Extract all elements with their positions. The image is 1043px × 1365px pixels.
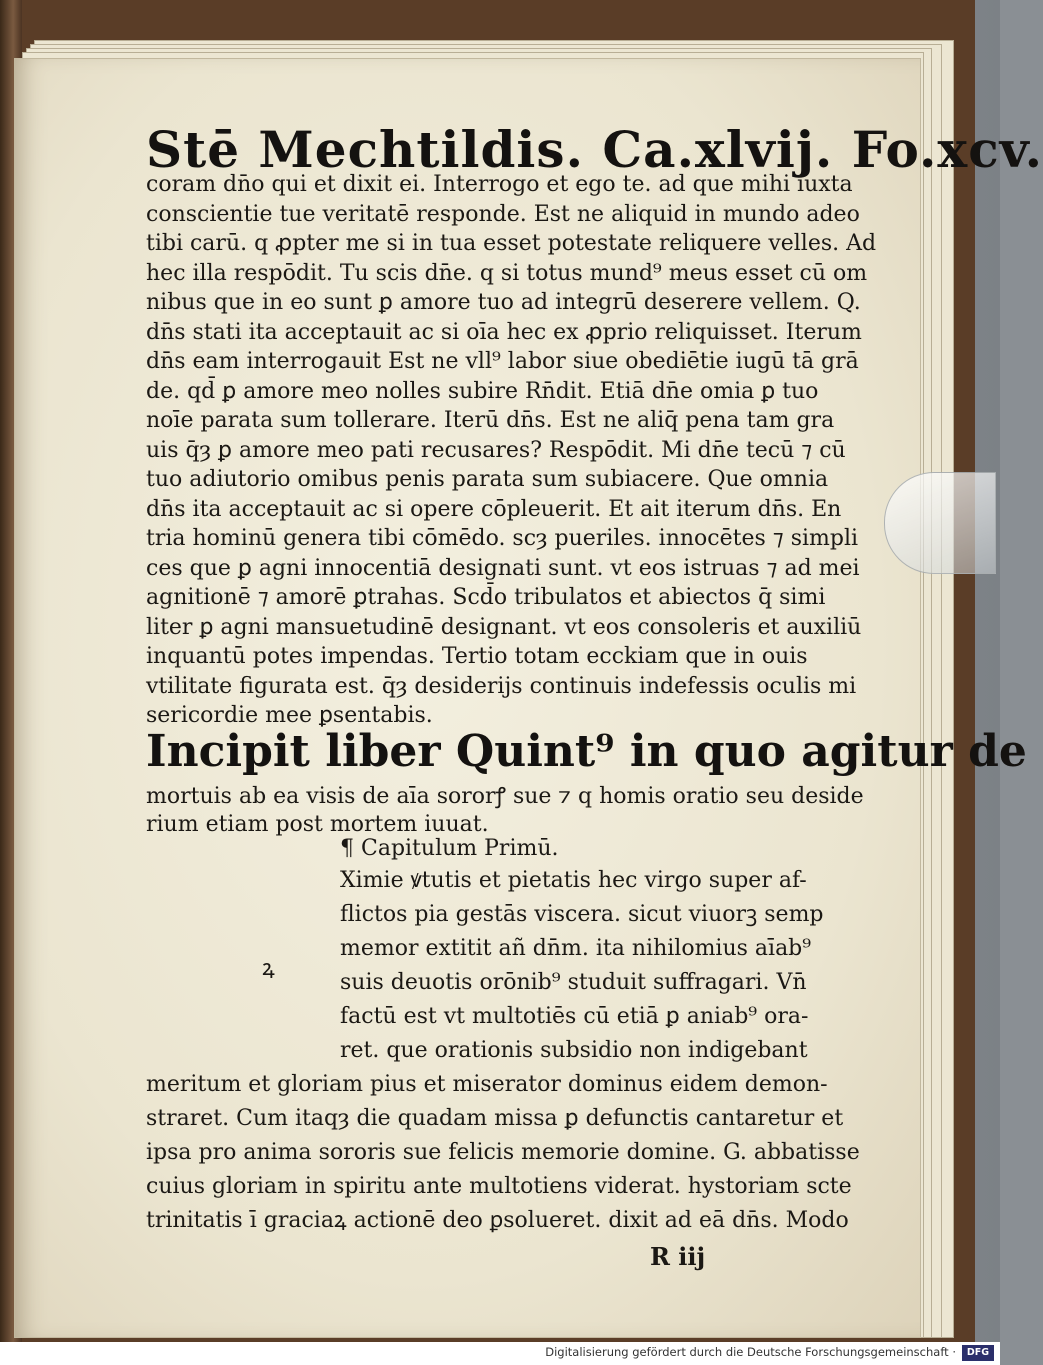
incipit-heading: Incipit liber Quint⁹ in quo agitur de: [146, 726, 1027, 777]
chapter-line: memor extitit añ dn̄m. ita nihilomius aīab⁹: [340, 936, 812, 961]
text-line: liter ꝑ agni mansuetudinē designant. vt eos consoleris et auxiliū: [146, 614, 862, 640]
text-line: nibus que in eo sunt ꝑ amore tuo ad integrū deserere vellem. Q.: [146, 290, 861, 315]
chapter-line: suis deuotis orōnib⁹ studuit suffragari. Vn̄: [340, 970, 807, 995]
text-line: dn̄s stati ita acceptauit ac si oīa hec ex ꝓprio reliquisset. Iterum: [146, 319, 862, 345]
chapter-line: Ximie ꝟtutis et pietatis hec virgo super af-: [340, 868, 807, 893]
text-line: vtilitate figurata est. q̄ȝ desiderijs continuis indefessis oculis mi: [146, 673, 857, 699]
chapter-line: factū est vt multotiēs cū etiā ꝑ aniab⁹ ora-: [340, 1004, 809, 1029]
incipit-line: mortuis ab ea visis de aīa sororꝭ sue ⁊ q homis oratio seu deside: [146, 784, 864, 809]
text-line: inquantū potes impendas. Tertio totam ecckiam que in ouis: [146, 644, 808, 669]
text-line: meritum et gloriam pius et miserator dominus eidem demon-: [146, 1072, 828, 1097]
text-line: uis q̄ȝ ꝑ amore meo pati recusares? Respōdit. Mi dn̄e tecū ⁊ cū: [146, 437, 846, 463]
funding-notice: Digitalisierung gefördert durch die Deutsche Forschungsgemeinschaft ·: [545, 1345, 956, 1359]
text-line: cuius gloriam in spiritu ante multotiens viderat. hystoriam scte: [146, 1174, 852, 1199]
page-clip: [884, 472, 996, 574]
text-line: tria hominū genera tibi cōmēdo. scȝ pueriles. innocētes ⁊ simpli: [146, 526, 859, 551]
text-line: noīe parata sum tollerare. Iterū dn̄s. Est ne aliq̄ pena tam gra: [146, 408, 835, 433]
chapter-line: ret. que orationis subsidio non indigebant: [340, 1038, 808, 1063]
text-line: ces que ꝑ agni innocentiā designati sunt. vt eos istruas ⁊ ad mei: [146, 555, 860, 581]
running-header: Stē Mechtildis. Ca.xlvij. Fo.xcv.: [146, 120, 1043, 179]
text-line: straret. Cum itaqȝ die quadam missa ꝑ defunctis cantaretur et: [146, 1106, 844, 1131]
chapter-line: flictos pia gestās viscera. sicut viuorꝫ semp: [340, 902, 824, 927]
text-line: sericordie mee ꝑsentabis.: [146, 703, 433, 728]
text-line: tibi carū. q ꝓpter me si in tua esset potestate reliquere velles. Ad: [146, 231, 877, 256]
text-line: agnitionē ⁊ amorē ꝑtrahas. Scd̄o tribulatos et abiectos q̄ simi: [146, 585, 826, 610]
incipit-line: rium etiam post mortem iuuat.: [146, 812, 489, 837]
text-line: dn̄s eam interrogauit Est ne vll⁹ labor siue obediētie iugū tā grā: [146, 349, 859, 374]
text-line: trinitatis ī graciaꝝ actionē deo ꝑsolueret. dixit ad eā dn̄s. Modo: [146, 1208, 849, 1233]
text-line: dn̄s ita acceptauit ac si opere cōpleuerit. Et ait iterum dn̄s. En: [146, 496, 842, 522]
text-line: coram dn̄o qui et dixit ei. Interrogo et ego te. ad que mihi iuxta: [146, 172, 853, 197]
text-line: ipsa pro anima sororis sue felicis memorie domine. G. abbatisse: [146, 1140, 860, 1165]
footer-bar: [0, 1342, 1000, 1365]
text-line: hec illa respōdit. Tu scis dn̄e. q si totus mund⁹ meus esset cū om: [146, 260, 868, 286]
text-line: de. qd̄ ꝑ amore meo nolles subire Rn̄dit. Etiā dn̄e omia ꝑ tuo: [146, 378, 819, 404]
dfg-logo: DFG: [962, 1345, 994, 1361]
text-line: conscientie tue veritatē responde. Est ne aliquid in mundo adeo: [146, 201, 860, 227]
chapter-heading: ¶ Capitulum Primū.: [340, 836, 559, 861]
text-line: tuo adiutorio omibus penis parata sum subiacere. Que omnia: [146, 467, 829, 492]
signature-mark: R iij: [650, 1242, 706, 1271]
margin-mark: ꝝ: [262, 956, 275, 981]
